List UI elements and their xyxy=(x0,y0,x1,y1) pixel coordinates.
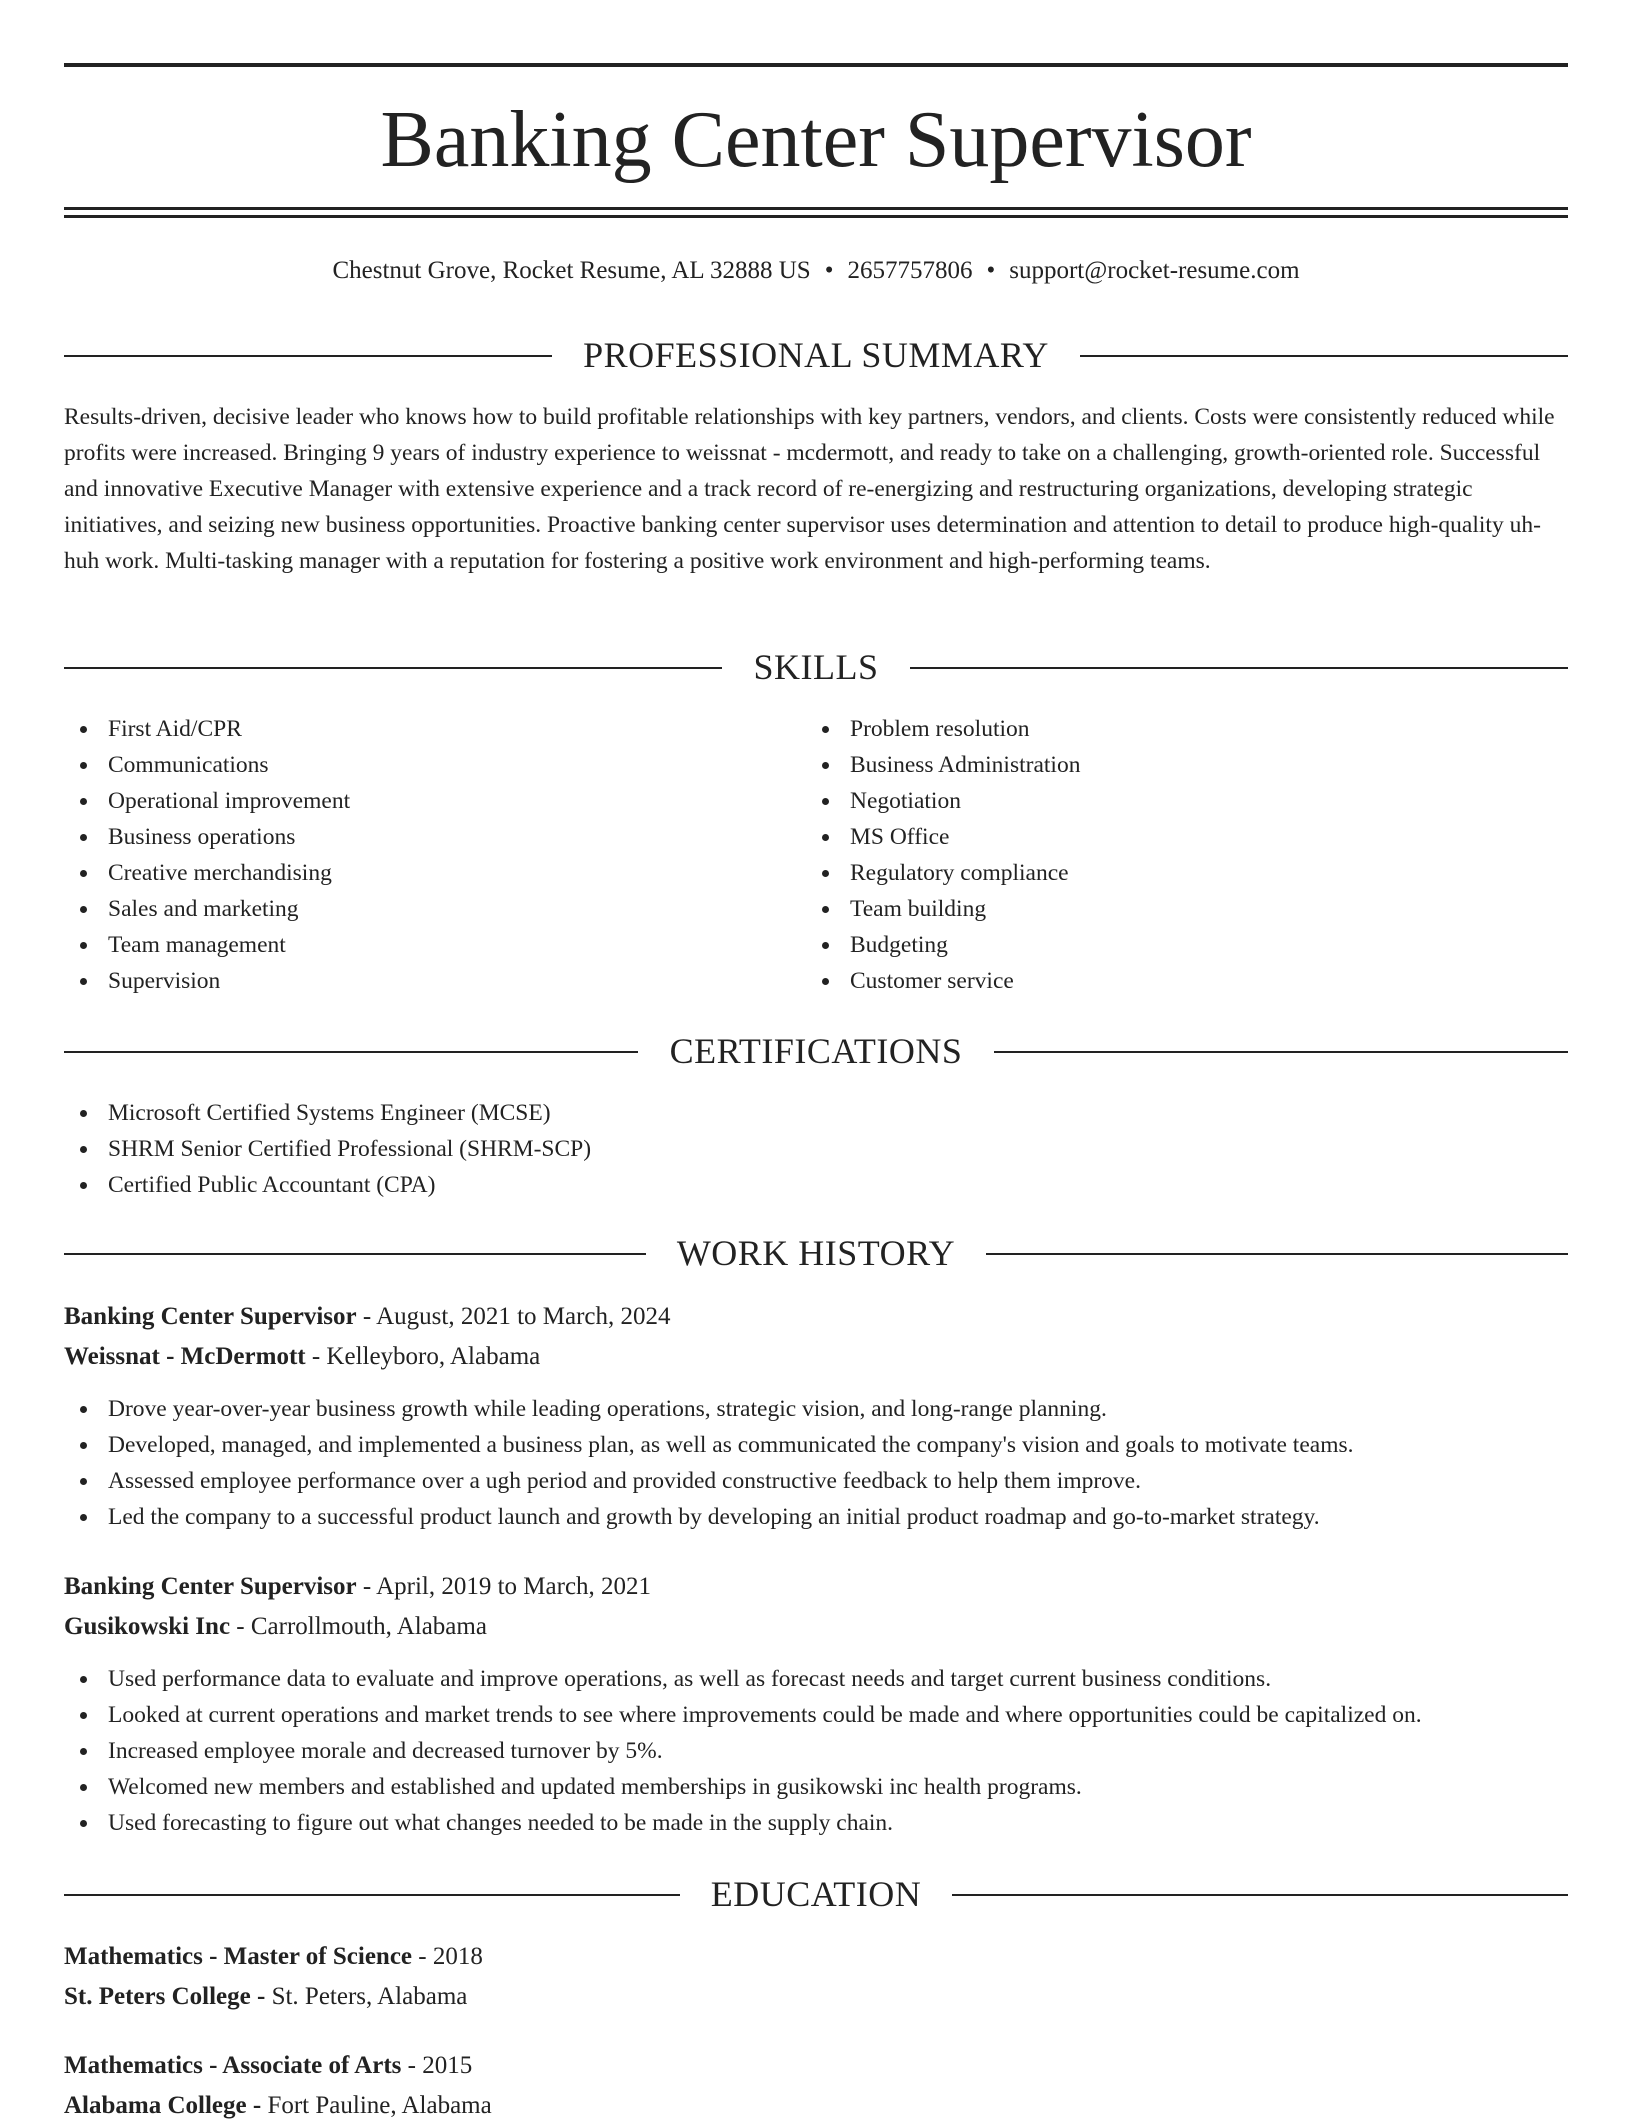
skills-list-right xyxy=(806,711,1566,999)
contact-separator: • xyxy=(824,257,834,284)
section-heading-certifications xyxy=(64,1028,1568,1074)
job-bullet: Drove year-over-year business growth while leading operations, strategic vision, and long-range planning. xyxy=(64,1391,1568,1427)
resume-title: Banking Center Supervisor xyxy=(380,96,1252,184)
heading-text: WORK HISTORY xyxy=(676,1233,956,1273)
skill-item: Creative merchandising xyxy=(64,855,804,891)
education-degree-line xyxy=(64,2046,1568,2086)
contact-separator: • xyxy=(986,257,996,284)
skill-item: Business Administration xyxy=(806,747,1566,783)
section-heading-education xyxy=(64,1871,1568,1917)
education-year: - 2015 xyxy=(407,2052,473,2079)
job-bullet: Used forecasting to figure out what changes needed to be made in the supply chain. xyxy=(64,1805,1568,1841)
job-bullet: Increased employee morale and decreased turnover by 5%. xyxy=(64,1733,1568,1769)
job-bullet: Used performance data to evaluate and improve operations, as well as forecast needs and target current business conditions. xyxy=(64,1661,1568,1697)
education-school-line xyxy=(64,2086,1568,2126)
education-school: Alabama College - xyxy=(64,2092,262,2119)
job-bullet: Welcomed new members and established and updated memberships in gusikowski inc health programs. xyxy=(64,1769,1568,1805)
job-company-line xyxy=(64,1337,1568,1377)
skill-item: Operational improvement xyxy=(64,783,804,819)
education-school: St. Peters College - xyxy=(64,1983,266,2010)
education-degree: Mathematics - Associate of Arts xyxy=(64,2052,402,2079)
skills-list-left xyxy=(64,711,804,999)
job-title-line xyxy=(64,1567,1568,1607)
education-degree: Mathematics - Master of Science xyxy=(64,1943,413,1970)
skill-item: Team building xyxy=(806,891,1566,927)
skill-item: MS Office xyxy=(806,819,1566,855)
job-location: - Carrollmouth, Alabama xyxy=(236,1613,487,1640)
contact-phone: 2657757806 xyxy=(847,257,973,284)
skill-item: Regulatory compliance xyxy=(806,855,1566,891)
job-location: - Kelleyboro, Alabama xyxy=(311,1343,541,1370)
job-bullet: Led the company to a successful product launch and growth by developing an initial product roadmap and go-to-market strategy. xyxy=(64,1499,1568,1535)
job-bullet: Developed, managed, and implemented a business plan, as well as communicated the company's vision and goals to motivate teams. xyxy=(64,1427,1568,1463)
job-company-line xyxy=(64,1607,1568,1647)
contact-email: support@rocket-resume.com xyxy=(1009,257,1300,284)
skill-item: Budgeting xyxy=(806,927,1566,963)
certification-item: Microsoft Certified Systems Engineer (MCSE) xyxy=(64,1095,1568,1131)
skill-item: Negotiation xyxy=(806,783,1566,819)
summary-text: Results-driven, decisive leader who knows how to build profitable relationships with key partners, vendors, and clients. Costs were consistently reduced while profits were increased. Bringing 9 years of industry experience to weissnat - mcdermott, and ready to take on a challenging, growth-oriented role. Successful and innovative Executive Manager with extensive experience and a track record of re-energizing and restructuring organizations, developing strategic initiatives, and seizing new business opportunities. Proactive banking center supervisor uses determination and attention to detail to produce high-quality uh-huh work. Multi-tasking manager with a reputation for fostering a positive work environment and high-performing teams. xyxy=(64,404,1555,574)
job-bullets xyxy=(64,1661,1568,1841)
job-bullet: Assessed employee performance over a ugh period and provided constructive feedback to help them improve. xyxy=(64,1463,1568,1499)
job-dates: - August, 2021 to March, 2024 xyxy=(362,1303,671,1330)
top-rule xyxy=(64,63,1568,67)
certification-item: SHRM Senior Certified Professional (SHRM-SCP) xyxy=(64,1131,1568,1167)
section-heading-work xyxy=(64,1230,1568,1276)
skill-item: Business operations xyxy=(64,819,804,855)
double-rule xyxy=(64,207,1568,218)
heading-text: EDUCATION xyxy=(710,1874,922,1914)
job-company: Weissnat - McDermott xyxy=(64,1343,306,1370)
job-title: Banking Center Supervisor xyxy=(64,1573,357,1600)
skill-item: Communications xyxy=(64,747,804,783)
education-school-line xyxy=(64,1977,1568,2017)
skill-item: Team management xyxy=(64,927,804,963)
certification-item: Certified Public Accountant (CPA) xyxy=(64,1167,1568,1203)
education-location: Fort Pauline, Alabama xyxy=(267,2092,492,2119)
skill-item: Customer service xyxy=(806,963,1566,999)
contact-line xyxy=(64,253,1568,289)
skill-item: Supervision xyxy=(64,963,804,999)
skill-item: First Aid/CPR xyxy=(64,711,804,747)
job-company: Gusikowski Inc xyxy=(64,1613,231,1640)
section-heading-summary xyxy=(64,332,1568,378)
heading-text: PROFESSIONAL SUMMARY xyxy=(583,335,1049,375)
job-title-line xyxy=(64,1297,1568,1337)
contact-address: Chestnut Grove, Rocket Resume, AL 32888 US xyxy=(332,257,811,284)
education-year: - 2018 xyxy=(418,1943,483,1970)
job-dates: - April, 2019 to March, 2021 xyxy=(362,1573,652,1600)
section-heading-skills xyxy=(64,644,1568,690)
skill-item: Problem resolution xyxy=(806,711,1566,747)
job-bullets xyxy=(64,1391,1568,1535)
heading-text: CERTIFICATIONS xyxy=(669,1031,963,1071)
job-bullet: Looked at current operations and market trends to see where improvements could be made and where opportunities could be capitalized on. xyxy=(64,1697,1568,1733)
education-location: St. Peters, Alabama xyxy=(271,1983,468,2010)
job-title: Banking Center Supervisor xyxy=(64,1303,357,1330)
heading-text: SKILLS xyxy=(753,647,879,687)
skill-item: Sales and marketing xyxy=(64,891,804,927)
education-degree-line xyxy=(64,1937,1568,1977)
certifications-list xyxy=(64,1095,1568,1203)
